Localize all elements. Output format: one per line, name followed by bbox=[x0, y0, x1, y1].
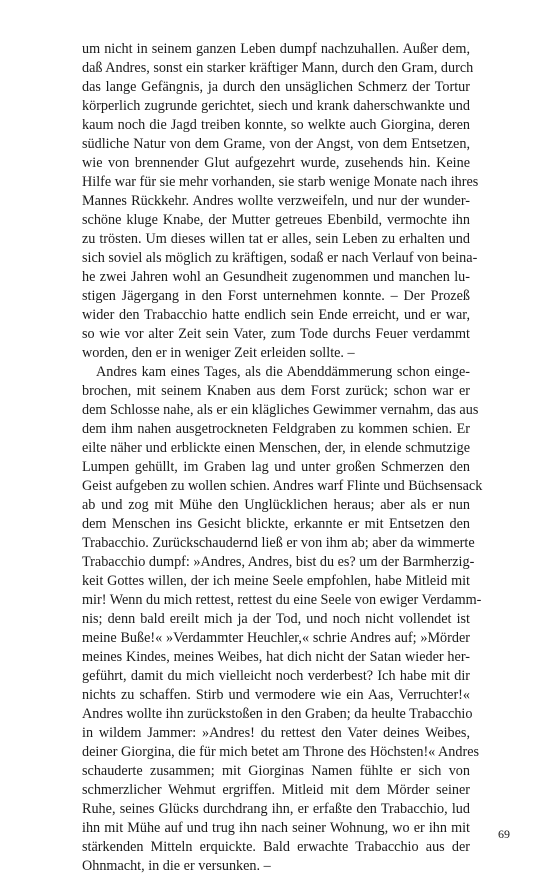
text-line: brochen, mit seinem Knaben aus dem Forst zurück; schon war er bbox=[82, 383, 470, 399]
text-line: Andres wollte ihn zurückstoßen in den Graben; da heulte Trabacchio bbox=[82, 706, 473, 722]
text-line: he zwei Jahren wohl an Gesundheit zugenommen und manchen lu- bbox=[82, 269, 470, 285]
text-line: wie von brennender Glut aufgezehrt wurde, zusehends hin. Keine bbox=[82, 155, 470, 171]
text-line: ihn mit Mühe auf und trug ihn nach seiner Wohnung, wo er ihn mit bbox=[82, 820, 470, 836]
text-line: mir! Wenn du mich rettest, rettest du eine Seele von ewiger Verdamm- bbox=[82, 592, 482, 608]
page-number: 69 bbox=[498, 827, 510, 841]
text-line: Mannes Rückkehr. Andres wollte verzweifeln, und nur der wunder- bbox=[82, 193, 470, 209]
text-line: meines Kindes, meines Weibes, hat dich nicht der Satan wieder her- bbox=[82, 649, 470, 665]
text-line: Ruhe, seines Glücks durchdrang ihn, er erfaßte den Trabacchio, lud bbox=[82, 801, 470, 817]
text-line: geführt, damit du mich vielleicht noch verderbest? Ich habe mit dir bbox=[82, 668, 470, 684]
text-line: das lange Gefängnis, ja durch den unsäglichen Schmerz der Tortur bbox=[82, 79, 470, 95]
text-line: daß Andres, sonst ein starker kräftiger Mann, durch den Gram, durch bbox=[82, 60, 474, 76]
text-line: um nicht in seinem ganzen Leben dumpf nachzuhallen. Außer dem, bbox=[82, 41, 470, 57]
text-line: dem Schlosse nahe, als er ein klägliches Gewimmer vernahm, das aus bbox=[82, 402, 479, 418]
text-line: deiner Giorgina, die für mich betet am Throne des Höchsten!« Andres bbox=[82, 744, 480, 760]
text-line: Trabacchio dumpf: »Andres, Andres, bist du es? um der Barmherzig- bbox=[82, 554, 475, 570]
text-line: eilte näher und erblickte einen Menschen, der, in elende schmutzige bbox=[82, 440, 470, 456]
text-line: so wie vor alter Zeit sein Vater, zum Tode durchs Feuer verdammt bbox=[82, 326, 470, 342]
text-line: Hilfe war für sie mehr vorhanden, sie starb wenige Monate nach ihres bbox=[82, 174, 479, 190]
text-line: meine Buße!« »Verdammter Heuchler,« schrie Andres auf; »Mörder bbox=[82, 630, 470, 646]
text-line: nis; denn bald ereilt mich ja der Tod, und noch nicht vollendet ist bbox=[82, 611, 470, 627]
text-line: schauderte zusammen; mit Giorginas Namen fühlte er sich von bbox=[82, 763, 470, 779]
text-line: wider den Trabacchio hatte endlich sein Ende erreicht, und er war, bbox=[82, 307, 470, 323]
text-line: ab und zog mit Mühe den Unglücklichen heraus; aber als er nun bbox=[82, 497, 470, 513]
text-line: Geist aufgeben zu wollen schien. Andres warf Flinte und Büchsensack bbox=[82, 478, 483, 494]
text-line: stigen Jägergang in den Forst unternehmen konnte. – Der Prozeß bbox=[82, 288, 470, 304]
text-line: sich soviel als möglich zu kräftigen, sodaß er nach Verlauf von beina- bbox=[82, 250, 478, 266]
book-page-text bbox=[82, 40, 483, 876]
text-line: stärkenden Mitteln erquickte. Bald erwachte Trabacchio aus der bbox=[82, 839, 470, 855]
text-line: zu trösten. Um dieses willen tat er alles, sein Leben zu erhalten und bbox=[82, 231, 470, 247]
text-line: schmerzlicher Wehmut ergriffen. Mitleid mit dem Mörder seiner bbox=[82, 782, 470, 798]
text-line: Trabacchio. Zurückschaudernd ließ er von ihm ab; aber da wimmerte bbox=[82, 535, 475, 551]
text-line: Lumpen gehüllt, im Graben lag und unter großen Schmerzen den bbox=[82, 459, 470, 475]
text-line: Andres kam eines Tages, als die Abenddämmerung schon einge- bbox=[96, 364, 470, 380]
text-line: worden, den er in weniger Zeit erleiden sollte. – bbox=[82, 345, 355, 361]
text-line: in wildem Jammer: »Andres! du rettest den Vater deines Weibes, bbox=[82, 725, 470, 741]
text-line: schöne kluge Knabe, der Mutter getreues Ebenbild, vermochte ihn bbox=[82, 212, 470, 228]
text-line: nichts zu schaffen. Stirb und vermodere wie ein Aas, Verruchter!« bbox=[82, 687, 470, 703]
text-line: dem ihm nahen ausgetrockneten Feldgraben zu kommen schien. Er bbox=[82, 421, 470, 437]
text-line: keit Gottes willen, der ich meine Seele empfohlen, habe Mitleid mit bbox=[82, 573, 470, 589]
text-line: dem Menschen ins Gesicht blickte, erkannte er mit Entsetzen den bbox=[82, 516, 470, 532]
paragraph-2 bbox=[82, 363, 483, 876]
text-line: körperlich zugrunde gerichtet, siech und krank daherschwankte und bbox=[82, 98, 470, 114]
paragraph-1 bbox=[82, 40, 479, 363]
text-line: südliche Natur von dem Grame, von der Angst, von dem Entsetzen, bbox=[82, 136, 470, 152]
text-line: kaum noch die Jagd treiben konnte, so welkte auch Giorgina, deren bbox=[82, 117, 470, 133]
text-line: Ohnmacht, in die er versunken. – bbox=[82, 858, 271, 874]
